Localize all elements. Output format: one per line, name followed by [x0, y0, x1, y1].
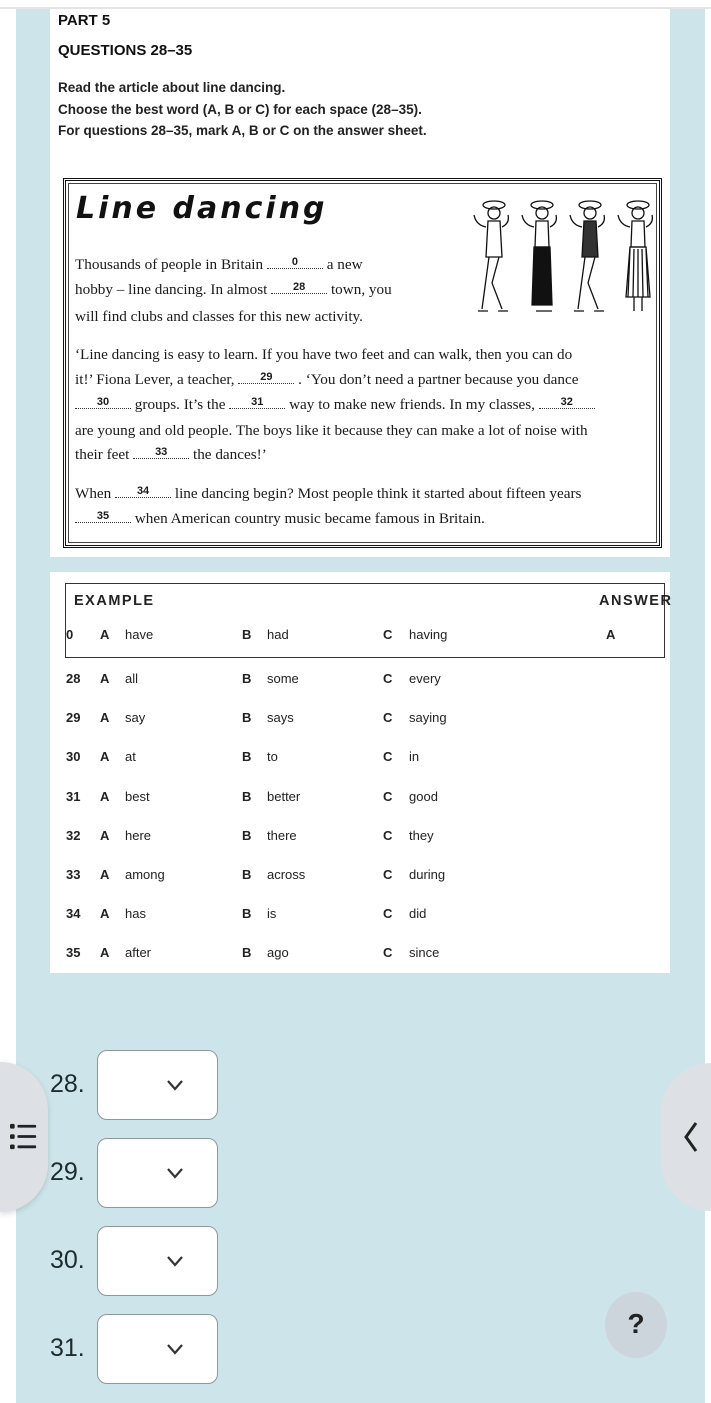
option-letter-c: C — [383, 906, 393, 922]
option-c: they — [409, 827, 434, 843]
article-line — [75, 371, 579, 389]
option-letter-a: A — [100, 945, 110, 961]
option-c: during — [409, 867, 446, 882]
blank-35: 35 — [75, 511, 131, 523]
article-line — [75, 308, 363, 326]
article-text: it!’ Fiona Lever, a teacher, — [75, 371, 239, 388]
option-letter-b: B — [242, 788, 252, 804]
option-letter-b: B — [242, 749, 252, 765]
blank-29: 29 — [238, 372, 294, 384]
option-b: there — [267, 827, 297, 843]
option-c: every — [409, 671, 441, 686]
option-letter-a: A — [100, 906, 110, 922]
option-letter-c: C — [383, 749, 393, 765]
blank-28: 28 — [271, 282, 327, 294]
chevron-down-icon — [166, 1343, 184, 1355]
article-text: line dancing begin? Most people think it started about fifteen years — [171, 485, 582, 502]
option-b: some — [267, 671, 299, 686]
option-b: is — [267, 906, 277, 922]
article-line — [75, 510, 485, 528]
option-b: had — [267, 627, 289, 642]
article-text: a new — [322, 256, 363, 273]
answer-label: 28. — [50, 1070, 85, 1098]
option-letter-a: A — [100, 749, 110, 765]
option-letter-b: B — [242, 710, 252, 726]
article-line — [75, 446, 267, 464]
answer-label: 31. — [50, 1334, 85, 1362]
option-letter-b: B — [242, 867, 252, 882]
blank-33: 33 — [133, 447, 189, 459]
article-text: are young and old people. The boys like it because they can make a lot of noise with — [75, 422, 588, 439]
option-letter-c: C — [383, 945, 393, 961]
option-letter-b: B — [242, 827, 252, 843]
article-text: When — [75, 485, 116, 502]
instruction-line: Choose the best word (A, B or C) for each space (28–35). — [58, 102, 422, 117]
question-number: 33 — [66, 867, 81, 882]
options-card — [50, 572, 673, 973]
chevron-down-icon — [166, 1079, 184, 1091]
option-a: here — [125, 827, 152, 843]
option-letter-b: B — [242, 671, 252, 686]
article-text: Thousands of people in Britain — [75, 256, 267, 273]
option-a: have — [125, 627, 154, 642]
article-line — [75, 485, 581, 503]
option-letter-c: C — [383, 867, 393, 882]
article-text: . ‘You don’t need a partner because you dance — [294, 371, 579, 388]
previous-panel-button[interactable] — [661, 1063, 711, 1211]
example-label: EXAMPLE — [74, 593, 155, 609]
blank-32: 32 — [539, 397, 595, 409]
article-line — [75, 281, 392, 299]
option-a: all — [125, 671, 139, 686]
answer-select-28[interactable] — [97, 1050, 218, 1120]
questions-heading: QUESTIONS 28–35 — [58, 42, 193, 59]
option-b: ago — [267, 945, 289, 961]
option-c: saying — [409, 710, 447, 726]
answer-select-30[interactable] — [97, 1226, 218, 1296]
instructions-card — [50, 9, 670, 557]
option-letter-c: C — [383, 710, 393, 726]
option-letter-c: C — [383, 671, 393, 686]
question-number: 30 — [66, 749, 81, 765]
option-letter-a: A — [100, 710, 110, 726]
option-c: having — [409, 627, 448, 642]
option-c: did — [409, 906, 427, 922]
blank-31: 31 — [229, 397, 285, 409]
example-box — [65, 583, 665, 658]
article-title: Line dancing — [76, 191, 328, 226]
question-number: 29 — [66, 710, 81, 726]
option-a: best — [125, 788, 150, 804]
option-letter-a: A — [100, 827, 110, 843]
article-line — [75, 346, 572, 364]
option-b: across — [267, 867, 306, 882]
option-b: to — [267, 749, 278, 765]
list-icon — [10, 1121, 38, 1153]
option-letter-b: B — [242, 906, 252, 922]
article-text: when American country music became famous in Britain. — [131, 510, 485, 527]
article-text: town, you — [327, 281, 392, 298]
article-text: ‘Line dancing is easy to learn. If you have two feet and can walk, then you can do — [75, 346, 573, 363]
blank-0: 0 — [267, 257, 323, 269]
chevron-down-icon — [166, 1167, 184, 1179]
option-c: since — [409, 945, 440, 961]
blank-30: 30 — [75, 397, 131, 409]
question-number: 0 — [66, 627, 74, 642]
option-letter-b: B — [242, 627, 252, 642]
question-number: 34 — [66, 906, 81, 922]
option-letter-c: C — [383, 627, 393, 642]
article-box — [63, 178, 662, 548]
line-dancers-illustration — [464, 197, 660, 317]
option-letter-a: A — [100, 671, 110, 686]
help-button[interactable]: ? — [605, 1292, 667, 1358]
article-text: will find clubs and classes for this new activity. — [75, 308, 363, 325]
option-c: good — [409, 788, 438, 804]
option-letter-c: C — [383, 827, 393, 843]
answer-label: 29. — [50, 1158, 85, 1186]
answer-select-31[interactable] — [97, 1314, 218, 1384]
question-number: 31 — [66, 788, 81, 804]
article-line — [75, 422, 588, 440]
option-letter-b: B — [242, 945, 252, 961]
question-number: 28 — [66, 671, 81, 686]
option-letter-c: C — [383, 788, 393, 804]
option-letter-a: A — [100, 627, 110, 642]
article-text: their feet — [75, 446, 134, 463]
question-number: 32 — [66, 827, 81, 843]
chevron-left-icon — [683, 1121, 699, 1153]
option-a: at — [125, 749, 136, 765]
part-heading: PART 5 — [58, 12, 111, 29]
answer-label: 30. — [50, 1246, 85, 1274]
article-line — [75, 256, 363, 274]
article-text: way to make new friends. In my classes, — [285, 396, 539, 413]
option-c: in — [409, 749, 420, 765]
option-letter-a: A — [100, 867, 110, 882]
answer-select-29[interactable] — [97, 1138, 218, 1208]
option-a: after — [125, 945, 152, 961]
article-text: the dances!’ — [189, 446, 267, 463]
option-a: has — [125, 906, 146, 922]
blank-34: 34 — [115, 486, 171, 498]
answer-label: ANSWER — [599, 593, 673, 609]
question-number: 35 — [66, 945, 81, 961]
option-a: say — [125, 710, 146, 726]
option-b: better — [267, 788, 301, 804]
chevron-down-icon — [166, 1255, 184, 1267]
instruction-line: Read the article about line dancing. — [58, 80, 286, 95]
article-text: hobby – line dancing. In almost — [75, 281, 272, 298]
option-a: among — [125, 867, 165, 882]
article-line — [75, 396, 595, 414]
option-b: says — [267, 710, 294, 726]
instruction-line: For questions 28–35, mark A, B or C on the answer sheet. — [58, 123, 427, 138]
example-answer: A — [606, 627, 616, 642]
article-text: groups. It’s the — [131, 396, 230, 413]
option-letter-a: A — [100, 788, 110, 804]
